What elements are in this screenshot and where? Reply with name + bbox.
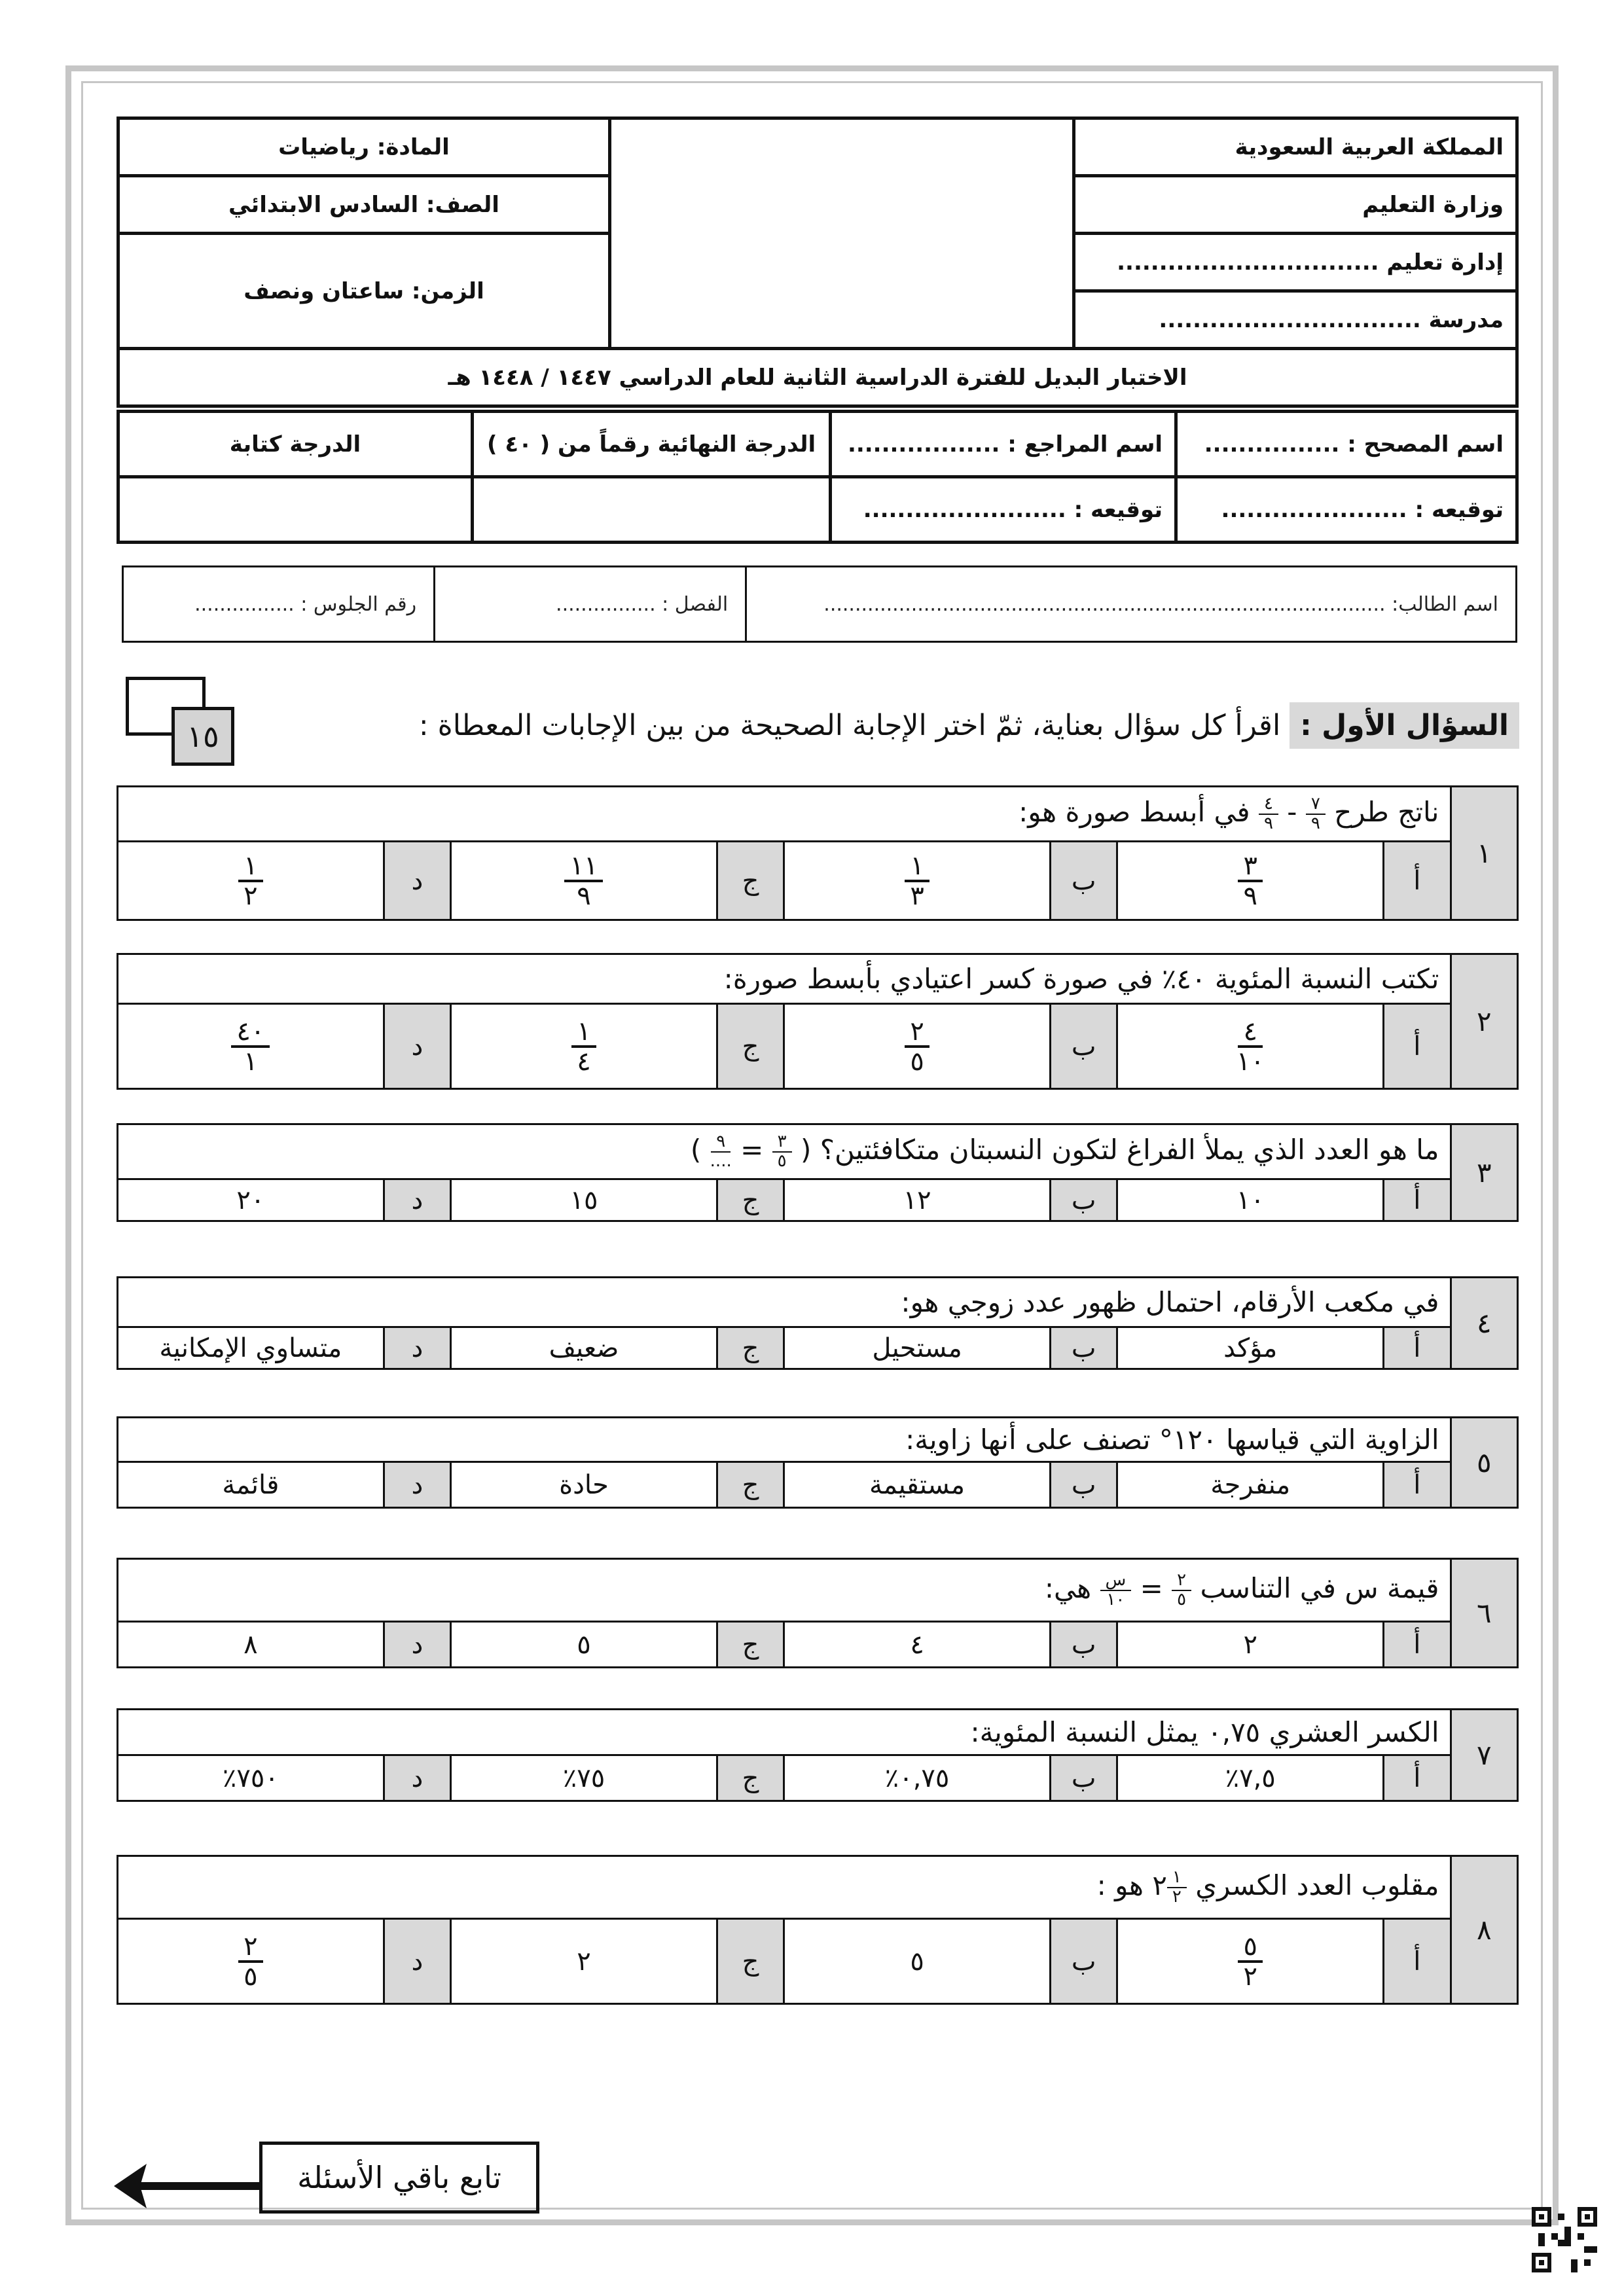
question-stem-post: ) bbox=[690, 1134, 702, 1166]
reviewer-cell: اسم المراجع : .................. bbox=[831, 412, 1176, 477]
ministry-cell: وزارة التعليم bbox=[1074, 176, 1517, 234]
option-letter: ب bbox=[1050, 1179, 1117, 1221]
corrector-cell: اسم المصحح : ................ bbox=[1176, 412, 1517, 477]
option-letter: د bbox=[384, 842, 451, 920]
option-letter: د bbox=[384, 1622, 451, 1668]
option-fraction: $\frac{٢}{٥}$ bbox=[905, 1018, 929, 1075]
option-letter: ب bbox=[1050, 1327, 1117, 1369]
corrector-signature: توقيعه : ...................... bbox=[1176, 477, 1517, 543]
country-cell: المملكة العربية السعودية bbox=[1074, 118, 1517, 176]
question-stem: تكتب النسبة المئوية ٤٠٪ في صورة كسر اعتيادي بأبسط صورة: bbox=[723, 963, 1439, 995]
header-table bbox=[117, 117, 1519, 408]
answer-option[interactable]: قائمة bbox=[118, 1462, 384, 1508]
option-letter: ب bbox=[1050, 1919, 1117, 2004]
grading-table bbox=[117, 410, 1519, 544]
answer-option[interactable]: ٧٥٪ bbox=[451, 1755, 717, 1801]
stem-fraction-1: $\frac{٧}{٩}$ bbox=[1306, 795, 1326, 833]
option-letter: ج bbox=[717, 1327, 784, 1369]
question-7 bbox=[117, 1708, 1519, 1802]
continue-label: تابع باقي الأسئلة bbox=[259, 2142, 539, 2214]
option-letter: ب bbox=[1050, 1462, 1117, 1508]
answer-option[interactable] bbox=[1117, 1919, 1384, 2004]
question-stem-post: هو : bbox=[1096, 1869, 1144, 1901]
option-fraction: $\frac{٢}{٥}$ bbox=[238, 1933, 262, 1990]
question-4 bbox=[117, 1276, 1519, 1370]
qr-code-icon bbox=[1532, 2207, 1597, 2272]
option-letter: د bbox=[384, 1919, 451, 2004]
section-title bbox=[419, 694, 1519, 757]
answer-option[interactable]: ٧,٥٪ bbox=[1117, 1755, 1384, 1801]
answer-option[interactable] bbox=[1117, 842, 1384, 920]
question-text bbox=[118, 1856, 1451, 1919]
grade-cell: الصف: السادس الابتدائي bbox=[118, 176, 610, 234]
question-number: ٧ bbox=[1451, 1710, 1518, 1801]
section-tag: السؤال الأول : bbox=[1290, 702, 1519, 749]
stem-whole: ٢ bbox=[1152, 1869, 1167, 1901]
question-stem-pre: ناتج طرح bbox=[1334, 796, 1439, 828]
option-letter: ج bbox=[717, 1919, 784, 2004]
option-fraction: $\frac{٤}{١٠}$ bbox=[1236, 1016, 1265, 1077]
final-grade-cell: الدرجة النهائية رقماً من ( ٤٠ ) bbox=[472, 412, 830, 477]
stem-fraction-2: $\frac{٤}{٩}$ bbox=[1259, 795, 1278, 833]
option-letter: د bbox=[384, 1462, 451, 1508]
answer-option[interactable] bbox=[118, 1919, 384, 2004]
option-letter: ج bbox=[717, 1462, 784, 1508]
answer-option[interactable]: ٢٠ bbox=[118, 1179, 384, 1221]
logo-area bbox=[609, 118, 1074, 349]
option-fraction: $\frac{٤٠}{١}$ bbox=[231, 1018, 270, 1075]
option-letter: ب bbox=[1050, 1004, 1117, 1089]
school-cell: مدرسة ............................... bbox=[1074, 291, 1517, 349]
answer-option[interactable] bbox=[118, 1004, 384, 1089]
option-letter: أ bbox=[1384, 1462, 1451, 1508]
option-letter: ج bbox=[717, 1622, 784, 1668]
option-letter: ب bbox=[1050, 1622, 1117, 1668]
answer-option[interactable]: ٢ bbox=[451, 1919, 717, 2004]
question-3 bbox=[117, 1123, 1519, 1222]
answer-option[interactable] bbox=[1117, 1004, 1384, 1089]
answer-option[interactable]: ٤ bbox=[784, 1622, 1051, 1668]
section-instruction: اقرأ كل سؤال بعناية، ثمّ اختر الإجابة الصحيحة من بين الإجابات المعطاة : bbox=[418, 708, 1281, 742]
option-fraction: $\frac{١}{٤}$ bbox=[571, 1018, 596, 1075]
question-number: ١ bbox=[1451, 787, 1518, 920]
question-stem: الكسر العشري ٠,٧٥ يمثل النسبة المئوية: bbox=[970, 1716, 1439, 1748]
class-cell[interactable]: الفصل : ................ bbox=[435, 567, 746, 642]
answer-option[interactable]: ١٢ bbox=[784, 1179, 1051, 1221]
answer-option[interactable]: ١٠ bbox=[1117, 1179, 1384, 1221]
answer-option[interactable]: ٥ bbox=[784, 1919, 1051, 2004]
answer-option[interactable] bbox=[451, 842, 717, 920]
option-letter: أ bbox=[1384, 1622, 1451, 1668]
stem-fraction-2: $\frac{\text{س}}{١٠}$ bbox=[1100, 1571, 1132, 1609]
exam-title: الاختبار البديل للفترة الدراسية الثانية للعام الدراسي ١٤٤٧ / ١٤٤٨ هـ bbox=[118, 349, 1517, 406]
admin-cell: إدارة تعليم ............................... bbox=[1074, 234, 1517, 291]
question-number: ٢ bbox=[1451, 954, 1518, 1089]
option-fraction: $\frac{١}{٢}$ bbox=[238, 852, 262, 910]
question-2 bbox=[117, 953, 1519, 1090]
question-number: ٥ bbox=[1451, 1418, 1518, 1508]
answer-option[interactable]: ٨ bbox=[118, 1622, 384, 1668]
grade-written-value bbox=[118, 477, 473, 543]
option-letter: ج bbox=[717, 842, 784, 920]
question-number: ٦ bbox=[1451, 1559, 1518, 1668]
option-fraction: $\frac{٣}{٩}$ bbox=[1238, 852, 1262, 910]
student-info-table bbox=[122, 565, 1517, 643]
option-letter: ج bbox=[717, 1179, 784, 1221]
subject-cell: المادة: رياضيات bbox=[118, 118, 610, 176]
answer-option[interactable]: حادة bbox=[451, 1462, 717, 1508]
option-letter: أ bbox=[1384, 1327, 1451, 1369]
question-text bbox=[118, 1278, 1451, 1327]
answer-option[interactable] bbox=[784, 842, 1051, 920]
answer-option[interactable] bbox=[118, 842, 384, 920]
question-number: ٨ bbox=[1451, 1856, 1518, 2004]
question-stem-post: هي: bbox=[1044, 1572, 1092, 1604]
question-1 bbox=[117, 785, 1519, 921]
answer-option[interactable]: ضعيف bbox=[451, 1327, 717, 1369]
question-8 bbox=[117, 1855, 1519, 2005]
section-score: ١٥ bbox=[171, 707, 234, 766]
answer-option[interactable]: ٠,٧٥٪ bbox=[784, 1755, 1051, 1801]
question-text bbox=[118, 954, 1451, 1004]
question-text bbox=[118, 787, 1451, 842]
question-stem-pre: قيمة س في التناسب bbox=[1200, 1572, 1439, 1604]
answer-option[interactable]: مستقيمة bbox=[784, 1462, 1051, 1508]
option-letter: أ bbox=[1384, 1179, 1451, 1221]
question-stem-pre: مقلوب العدد الكسري bbox=[1195, 1869, 1439, 1901]
question-stem: الزاوية التي قياسها ١٢٠° تصنف على أنها زاوية: bbox=[905, 1424, 1439, 1456]
question-6 bbox=[117, 1558, 1519, 1668]
stem-operator: = bbox=[1140, 1572, 1163, 1604]
student-name-cell[interactable]: اسم الطالب: .......................................................................................... bbox=[746, 567, 1517, 642]
answer-option[interactable]: ٧٥٠٪ bbox=[118, 1755, 384, 1801]
answer-option[interactable]: مستحيل bbox=[784, 1327, 1051, 1369]
question-stem: في مكعب الأرقام، احتمال ظهور عدد زوجي هو: bbox=[901, 1286, 1439, 1318]
option-letter: د bbox=[384, 1179, 451, 1221]
question-5 bbox=[117, 1416, 1519, 1509]
stem-fraction-2: $\frac{٩}{....}$ bbox=[710, 1132, 732, 1171]
question-text bbox=[118, 1559, 1451, 1622]
reviewer-signature: توقيعه : ........................ bbox=[831, 477, 1176, 543]
answer-option[interactable]: مؤكد bbox=[1117, 1327, 1384, 1369]
option-fraction: $\frac{١١}{٩}$ bbox=[564, 852, 603, 910]
question-number: ٣ bbox=[1451, 1124, 1518, 1221]
answer-option[interactable] bbox=[451, 1004, 717, 1089]
answer-option[interactable]: ٢ bbox=[1117, 1622, 1384, 1668]
stem-operator: - bbox=[1287, 796, 1297, 828]
option-letter: ب bbox=[1050, 1755, 1117, 1801]
option-letter: أ bbox=[1384, 1755, 1451, 1801]
final-grade-value bbox=[472, 477, 830, 543]
option-letter: ج bbox=[717, 1755, 784, 1801]
question-text bbox=[118, 1418, 1451, 1462]
stem-fraction-1: $\frac{٢}{٥}$ bbox=[1172, 1571, 1191, 1609]
stem-fraction-1: $\frac{٣}{٥}$ bbox=[772, 1133, 792, 1170]
question-text bbox=[118, 1710, 1451, 1755]
answer-option[interactable]: ١٥ bbox=[451, 1179, 717, 1221]
answer-option[interactable] bbox=[784, 1004, 1051, 1089]
arrow-left-icon bbox=[114, 2160, 264, 2212]
time-cell: الزمن: ساعتان ونصف bbox=[118, 234, 610, 349]
question-text bbox=[118, 1124, 1451, 1179]
option-letter: أ bbox=[1384, 1004, 1451, 1089]
answer-option[interactable]: متساوي الإمكانية bbox=[118, 1327, 384, 1369]
option-fraction: $\frac{١}{٣}$ bbox=[905, 852, 929, 910]
stem-fraction: $\frac{١}{٢}$ bbox=[1167, 1869, 1187, 1906]
option-letter: ج bbox=[717, 1004, 784, 1089]
option-letter: أ bbox=[1384, 842, 1451, 920]
question-number: ٤ bbox=[1451, 1278, 1518, 1369]
option-letter: د bbox=[384, 1004, 451, 1089]
option-letter: أ bbox=[1384, 1919, 1451, 2004]
stem-operator: = bbox=[740, 1134, 764, 1166]
option-letter: د bbox=[384, 1755, 451, 1801]
option-letter: د bbox=[384, 1327, 451, 1369]
question-stem-pre: ما هو العدد الذي يملأ الفراغ لتكون النسبتان متكافئتين؟ ( bbox=[800, 1134, 1439, 1166]
grade-written-cell: الدرجة كتابة bbox=[118, 412, 473, 477]
option-fraction: $\frac{٥}{٢}$ bbox=[1238, 1933, 1262, 1990]
option-letter: ب bbox=[1050, 842, 1117, 920]
seat-number-cell[interactable]: رقم الجلوس : ................ bbox=[123, 567, 435, 642]
answer-option[interactable]: ٥ bbox=[451, 1622, 717, 1668]
answer-option[interactable]: منفرجة bbox=[1117, 1462, 1384, 1508]
question-stem-post: في أبسط صورة هو: bbox=[1019, 796, 1250, 828]
